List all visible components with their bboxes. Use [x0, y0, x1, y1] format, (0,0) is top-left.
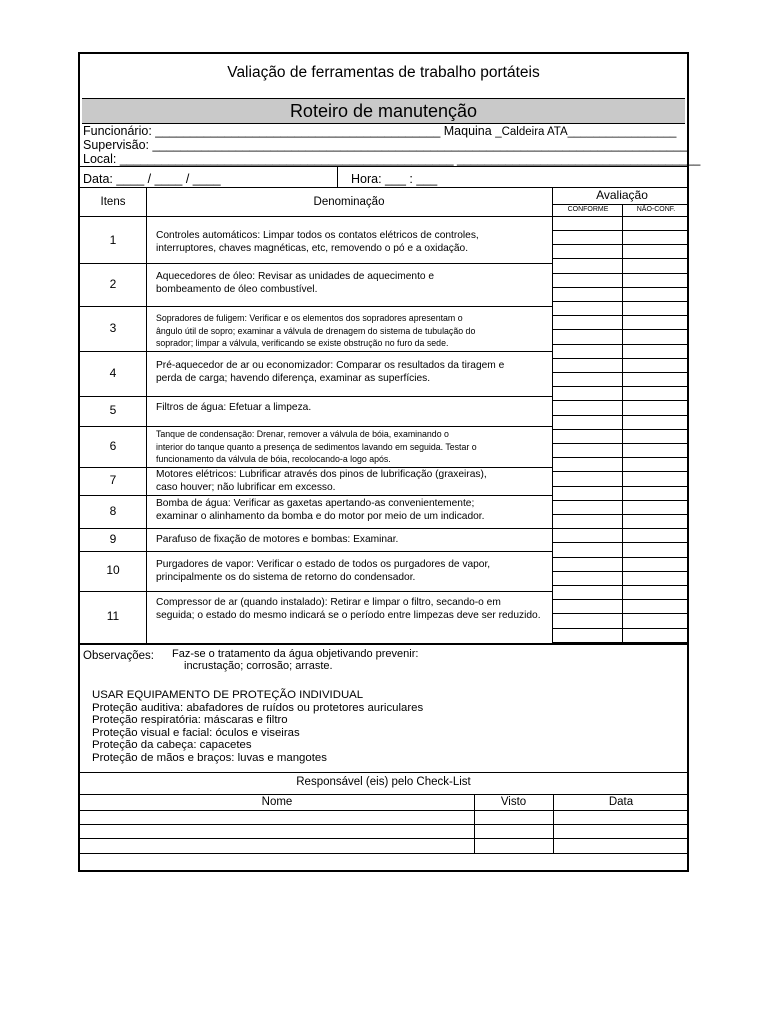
observacoes-line1: Faz-se o tratamento da água objetivando prevenir: [172, 648, 419, 660]
eval-grid-line [552, 628, 687, 629]
divider [553, 794, 554, 853]
col-data: Data [608, 796, 634, 808]
item-number: 3 [109, 320, 117, 335]
divider [146, 187, 147, 643]
col-conforme: CONFORME [567, 206, 609, 213]
divider [80, 528, 552, 529]
eval-grid-line [552, 471, 687, 472]
eval-grid-line [552, 301, 687, 302]
item-description: Pré-aquecedor de ar ou economizador: Comparar os resultados da tiragem e perda de carga; havendo diferença, examinar as superfícies. [156, 360, 505, 384]
item-description: Bomba de água: Verificar as gaxetas apertando-as convenientemente; examinar o alinhamento da bomba e do motor por meio de um indicador. [156, 498, 485, 522]
col-avaliacao: Avaliação [596, 188, 648, 202]
divider [80, 216, 687, 217]
epi-item: Proteção da cabeça: capacetes [92, 739, 252, 752]
eval-grid-line [552, 287, 687, 288]
eval-grid-line [552, 500, 687, 501]
eval-grid-line [552, 358, 687, 359]
item-description: Sopradores de fuligem: Verificar e os elementos dos sopradores apresentam o ângulo útil de sopro; examinar a válvula de drenagem do sistema de tubulação do soprador; limpar a válvula, verificando se existe obstrução no furo da sede. [156, 313, 476, 348]
eval-grid-line [552, 571, 687, 572]
divider [80, 166, 687, 167]
eval-grid-line [552, 372, 687, 373]
responsavel-title: Responsável (eis) pelo Check-List [296, 776, 471, 788]
eval-grid-line [552, 386, 687, 387]
field-local[interactable]: Local: ________________________________________________ ___________________________________ [83, 152, 701, 166]
eval-grid-line [552, 486, 687, 487]
eval-grid-line [552, 315, 687, 316]
epi-block [92, 689, 423, 765]
eval-grid-line [552, 613, 687, 614]
divider [474, 794, 475, 853]
item-number: 8 [109, 503, 117, 518]
observacoes-line2: incrustação; corrosão; arraste. [184, 660, 333, 672]
divider [80, 810, 687, 811]
eval-grid-line [552, 557, 687, 558]
eval-grid-line [552, 344, 687, 345]
form-title: Valiação de ferramentas de trabalho portáteis [227, 64, 540, 81]
divider [80, 794, 687, 795]
item-number: 6 [109, 438, 117, 453]
observacoes-label: Observações: [83, 650, 154, 662]
field-supervisao[interactable]: Supervisão: _____________________________________________________________________________ [83, 138, 688, 152]
form-subtitle: Roteiro de manutenção [82, 98, 685, 124]
divider [622, 204, 623, 643]
item-description: Motores elétricos: Lubrificar através dos pinos de lubrificação (graxeiras), caso houver; não lubrificar em excesso. [156, 469, 487, 493]
eval-grid-line [552, 273, 687, 274]
col-itens: Itens [100, 196, 126, 208]
divider [80, 824, 687, 825]
item-number: 9 [109, 531, 117, 546]
eval-grid-line [552, 329, 687, 330]
eval-grid-line [552, 400, 687, 401]
eval-grid-line [552, 443, 687, 444]
item-description: Compressor de ar (quando instalado): Retirar e limpar o filtro, secando-o em seguida; o estado do mesmo indicará se o período entre limpezas deve ser reduzido. [156, 597, 541, 621]
eval-grid-line [552, 599, 687, 600]
eval-grid-line [552, 415, 687, 416]
epi-item: Proteção respiratória: máscaras e filtro [92, 714, 288, 727]
eval-grid-line [552, 258, 687, 259]
divider [80, 306, 552, 307]
field-data[interactable]: Data: ____ / ____ / ____ [83, 172, 221, 186]
col-nao-conf: NÃO-CONF. [636, 206, 676, 213]
epi-heading: USAR EQUIPAMENTO DE PROTEÇÃO INDIVIDUAL [92, 689, 364, 701]
item-number: 4 [109, 365, 117, 380]
eval-grid-line [552, 585, 687, 586]
divider [80, 643, 687, 645]
epi-item: Proteção visual e facial: óculos e viseiras [92, 726, 300, 739]
divider [80, 853, 687, 854]
divider [80, 551, 552, 552]
item-number: 5 [109, 403, 117, 417]
divider [80, 495, 552, 496]
item-description: Aquecedores de óleo: Revisar as unidades de aquecimento e bombeamento de óleo combustível. [156, 271, 435, 295]
eval-grid-line [552, 230, 687, 231]
divider [337, 166, 338, 187]
field-funcionario[interactable]: Funcionário: _________________________________________ Maquina _Caldeira ATA_________________ [83, 124, 677, 138]
eval-grid-line [552, 542, 687, 543]
item-description: Filtros de água: Efetuar a limpeza. [156, 402, 312, 413]
item-number: 1 [109, 233, 117, 247]
divider [80, 396, 552, 397]
divider [80, 351, 552, 352]
item-description: Parafuso de fixação de motores e bombas: Examinar. [156, 534, 399, 545]
eval-grid-line [552, 514, 687, 515]
item-number: 10 [106, 563, 120, 577]
eval-grid-line [552, 528, 687, 529]
field-hora[interactable]: Hora: ___ : ___ [351, 172, 438, 186]
eval-grid-line [552, 429, 687, 430]
divider [80, 591, 552, 592]
field-maquina-value[interactable]: _Caldeira ATA_________________ [495, 126, 677, 138]
divider [80, 426, 552, 427]
divider [80, 263, 552, 264]
item-description: Purgadores de vapor: Verificar o estado de todos os purgadores de vapor, principalmente os do sistema de retorno do condensador. [156, 559, 491, 583]
col-visto: Visto [500, 796, 527, 808]
item-number: 11 [106, 609, 120, 623]
form-frame [78, 52, 701, 872]
epi-item: Proteção de mãos e braços: luvas e mangotes [92, 751, 327, 764]
epi-item: Proteção auditiva: abafadores de ruídos ou protetores auriculares [92, 701, 424, 714]
eval-grid-line [552, 244, 687, 245]
item-number: 7 [109, 473, 117, 487]
col-nome: Nome [261, 796, 293, 808]
item-description: Tanque de condensação: Drenar, remover a válvula de bóia, examinando o interior do tanque quanto a presença de sedimentos lavando em seguida. Testar o funcionamento da válvula de bóia, recolocando-a logo após. [156, 429, 477, 464]
col-denominacao: Denominação [313, 196, 385, 208]
divider [552, 204, 687, 205]
divider [80, 838, 687, 839]
item-number: 2 [109, 276, 117, 291]
eval-grid-line [552, 457, 687, 458]
item-description: Controles automáticos: Limpar todos os contatos elétricos de controles, interruptores, chaves magnéticas, etc, removendo o pó e a oxidação. [156, 230, 479, 254]
divider [80, 772, 687, 773]
